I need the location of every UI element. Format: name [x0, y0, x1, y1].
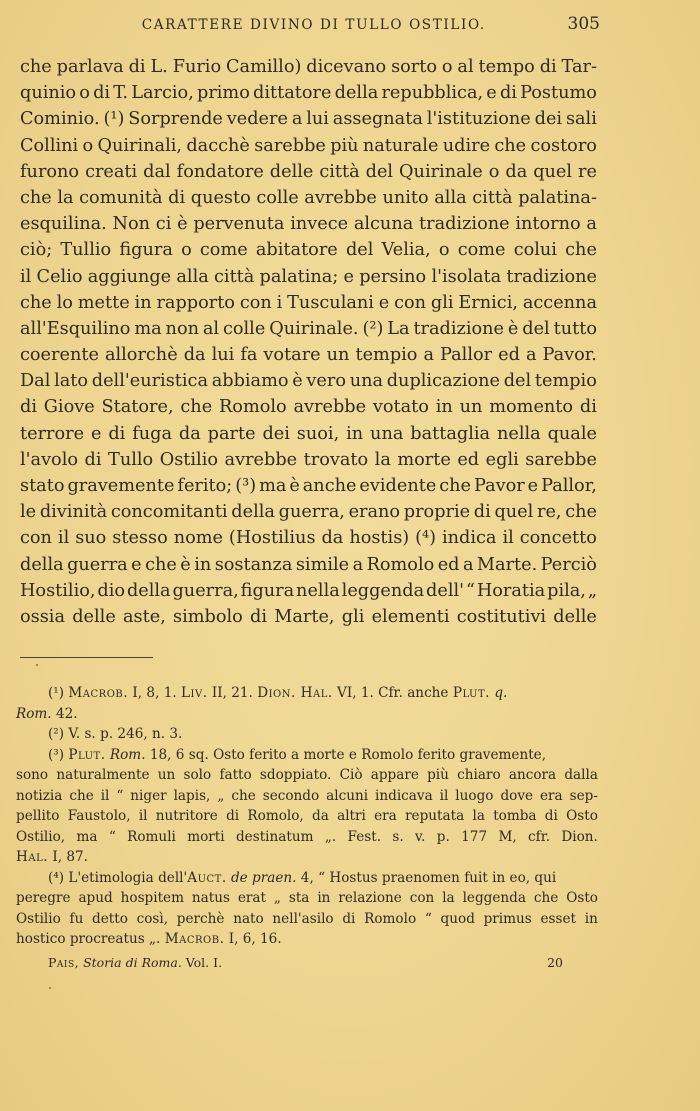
body-text [20, 54, 597, 630]
body-text-line: Collini o Quirinali, dacchè sarebbe più naturale udire che costoro [20, 135, 597, 156]
footnote-2: (²) V. s. p. 246, n. 3. [48, 726, 183, 742]
body-text-line: Hostilio, dio della guerra, figura nella leggenda dell' “ Horatia pila, „ [20, 580, 597, 601]
signature-mark: 20 [547, 955, 563, 970]
running-title: CARATTERE DIVINO DI TULLO OSTILIO. [141, 17, 486, 33]
body-text-line: coerente allorchè da lui fa votare un tempio a Pallor ed a Pavor. [20, 345, 597, 366]
body-text-line: che lo mette in rapporto con i Tusculani e con gli Ernici, accenna [20, 292, 597, 313]
body-text-line: il Celio aggiunge alla città palatina; e persino l'isolata tradizione [20, 266, 597, 287]
footer-citation: Pais, Storia di Roma. Vol. I. [48, 955, 223, 970]
page-footer [48, 955, 563, 970]
body-text-line: Cominio. (¹) Sorprende vedere a lui assegnata l'istituzione dei sali [20, 109, 597, 130]
footnote-1-line-2: Rom. 42. [16, 705, 78, 722]
footnote-3-line: sono naturalmente un solo fatto sdoppiato. Ciò appare più chiaro ancora dalla [16, 767, 598, 783]
running-head [20, 14, 600, 34]
body-text-line: stato gravemente ferito; (³) ma è anche evidente che Pavor e Pallor, [20, 476, 597, 496]
body-text-line: all'Esquilino ma non al colle Quirinale. (²) La tradizione è del tutto [20, 318, 597, 339]
footnote-rule [20, 657, 153, 658]
footnote-3-line: pellito Faustolo, il nutritore di Romolo, da altri era reputata la tomba di Osto [16, 808, 598, 824]
body-text-line: esquilina. Non ci è pervenuta invece alcuna tradizione intorno a [20, 214, 597, 235]
body-text-line: ciò; Tullio figura o come abitatore del Velia, o come colui che [20, 240, 597, 261]
body-text-line: le divinità concomitanti della guerra, erano proprie di quel re, che [20, 502, 597, 523]
body-text-line: terrore e di fuga da parte dei suoi, in una battaglia nella quale [20, 423, 597, 444]
paper-speck [49, 987, 51, 989]
footnote-4-line: peregre apud hospitem natus erat „ sta in relazione con la leggenda che Osto [16, 890, 598, 906]
paper-speck [36, 664, 38, 666]
footnote-3-last-line: Hal. I, 87. [16, 849, 88, 865]
page-number: 305 [567, 14, 600, 34]
body-text-line: l'avolo di Tullo Ostilio avrebbe trovato la morte ed egli sarebbe [20, 449, 597, 470]
body-text-line: Dal lato dell'euristica abbiamo è vero una duplicazione del tempio [20, 371, 597, 392]
body-text-line: quinio o di T. Larcio, primo dittatore della repubblica, e di Postumo [20, 83, 597, 104]
footnote-3-line: Ostilio, ma “ Romuli morti destinatum „. Fest. s. v. p. 177 M, cfr. Dion. [16, 828, 598, 845]
footnote-4-line: Ostilio fu detto così, perchè nato nell'asilo di Romolo “ quod primus esset in [16, 910, 598, 927]
body-text-line: della guerra e che è in sostanza simile a Romolo ed a Marte. Perciò [20, 554, 597, 575]
body-text-line: con il suo stesso nome (Hostilius da hostis) (⁴) indica il concetto [20, 528, 597, 549]
body-text-line: che la comunità di questo colle avrebbe unito alla città palatina- [20, 187, 597, 208]
footnote-4-line-1: (⁴) L'etimologia dell'Auct. de praen. 4, “ Hostus praenomen fuit in eo, qui [48, 869, 557, 886]
body-text-line: furono creati dal fondatore delle città del Quirinale o da quel re [20, 161, 597, 182]
body-text-line: che parlava di L. Furio Camillo) dicevano sorto o al tempo di Tar- [20, 57, 597, 77]
body-text-line: ossia delle aste, simbolo di Marte, gli elementi costitutivi delle [20, 606, 597, 627]
footnote-3-line-1: (³) Plut. Rom. 18, 6 sq. Osto ferito a morte e Romolo ferito gravemente, [48, 746, 547, 763]
footnote-3-line: notizia che il “ niger lapis, „ che secondo alcuni indicava il luogo dove era sep- [16, 787, 598, 804]
footnote-4-last-line: hostico procreatus „. Macrob. I, 6, 16. [16, 931, 282, 947]
footnote-1-line-1: (¹) Macrob. I, 8, 1. Liv. II, 21. Dion. Hal. VI, 1. Cfr. anche Plut. q. [48, 685, 508, 701]
body-text-line: di Giove Statore, che Romolo avrebbe votato in un momento di [20, 397, 597, 418]
footnotes [16, 683, 598, 950]
